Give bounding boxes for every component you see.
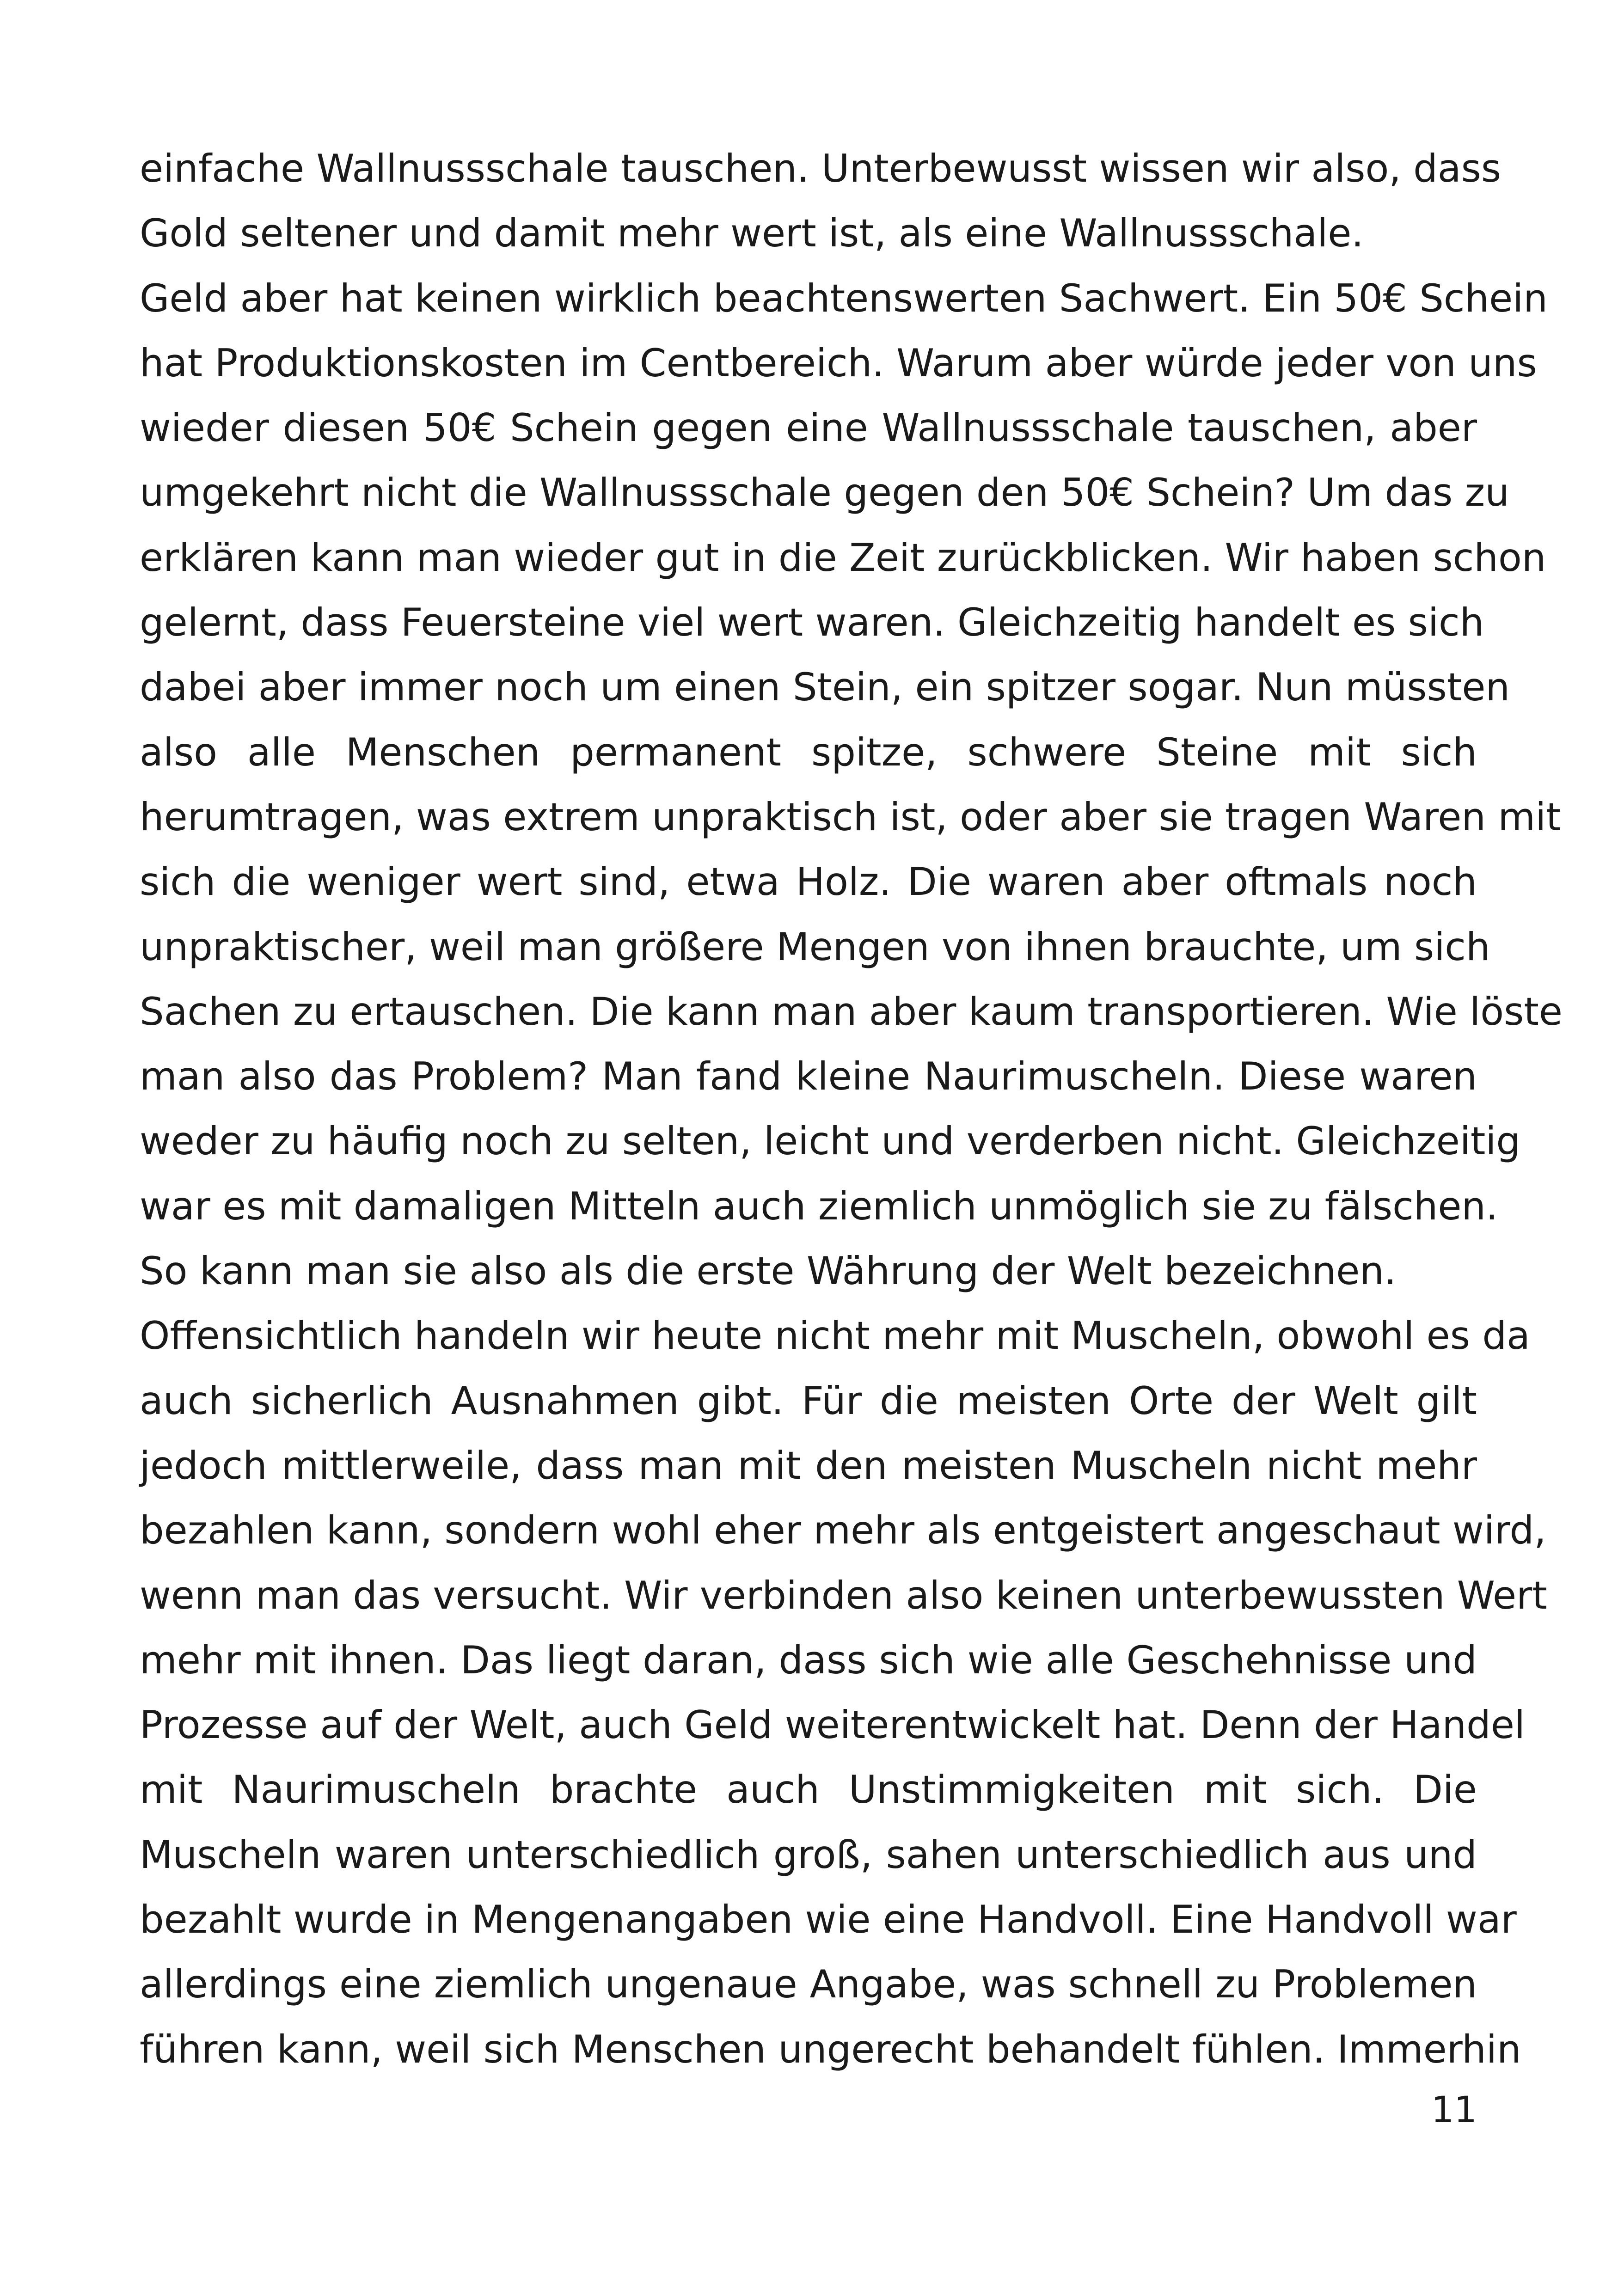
- text-line: herumtragen, was extrem unpraktisch ist, oder aber sie tragen Waren mit: [140, 794, 1561, 839]
- text-line: bezahlen kann, sondern wohl eher mehr als entgeistert angeschaut wird,: [140, 1508, 1546, 1553]
- text-line: erklären kann man wieder gut in die Zeit zurückblicken. Wir haben schon: [140, 535, 1546, 580]
- text-line: Muscheln waren unterschiedlich groß, sahen unterschiedlich aus und: [140, 1832, 1477, 1877]
- text-line: umgekehrt nicht die Wallnussschale gegen den 50€ Schein? Um das zu: [140, 470, 1509, 515]
- text-line: bezahlt wurde in Mengenangaben wie eine Handvoll. Eine Handvoll war: [140, 1897, 1517, 1942]
- text-line: Prozesse auf der Welt, auch Geld weiterentwickelt hat. Denn der Handel: [140, 1702, 1525, 1748]
- text-line: Gold seltener und damit mehr wert ist, als eine Wallnussschale.: [140, 211, 1364, 256]
- text-line: also alle Menschen permanent spitze, schwere Steine mit sich: [140, 729, 1477, 775]
- text-line: hat Produktionskosten im Centbereich. Warum aber würde jeder von uns: [140, 340, 1537, 386]
- text-line: Geld aber hat keinen wirklich beachtenswerten Sachwert. Ein 50€ Schein: [140, 276, 1548, 321]
- text-line: allerdings eine ziemlich ungenaue Angabe, was schnell zu Problemen: [140, 1962, 1477, 2007]
- text-line: war es mit damaligen Mitteln auch ziemlich unmöglich sie zu fälschen.: [140, 1183, 1498, 1229]
- text-line: dabei aber immer noch um einen Stein, ein spitzer sogar. Nun müssten: [140, 665, 1510, 710]
- text-line: sich die weniger wert sind, etwa Holz. Die waren aber oftmals noch: [140, 859, 1477, 905]
- text-line: führen kann, weil sich Menschen ungerecht behandelt fühlen. Immerhin: [140, 2027, 1521, 2072]
- text-line: gelernt, dass Feuersteine viel wert waren. Gleichzeitig handelt es sich: [140, 600, 1484, 645]
- text-line: jedoch mittlerweile, dass man mit den meisten Muscheln nicht mehr: [140, 1443, 1477, 1488]
- text-line: auch sicherlich Ausnahmen gibt. Für die meisten Orte der Welt gilt: [140, 1378, 1477, 1423]
- text-line: unpraktischer, weil man größere Mengen von ihnen brauchte, um sich: [140, 924, 1490, 969]
- page-number: 11: [1431, 2089, 1477, 2131]
- text-line: Offensichtlich handeln wir heute nicht mehr mit Muscheln, obwohl es da: [140, 1313, 1530, 1359]
- text-line: mehr mit ihnen. Das liegt daran, dass sich wie alle Geschehnisse und: [140, 1637, 1477, 1683]
- text-line: weder zu häufig noch zu selten, leicht und verderben nicht. Gleichzeitig: [140, 1119, 1521, 1164]
- text-line: einfache Wallnussschale tauschen. Unterbewusst wissen wir also, dass: [140, 146, 1502, 191]
- body-text: [140, 136, 1563, 2082]
- text-line: wenn man das versucht. Wir verbinden also keinen unterbewussten Wert: [140, 1573, 1547, 1618]
- text-line: Sachen zu ertauschen. Die kann man aber kaum transportieren. Wie löste: [140, 989, 1563, 1034]
- text-line: man also das Problem? Man fand kleine Naurimuscheln. Diese waren: [140, 1054, 1477, 1099]
- text-line: mit Naurimuscheln brachte auch Unstimmigkeiten mit sich. Die: [140, 1767, 1477, 1812]
- text-line: So kann man sie also als die erste Währung der Welt bezeichnen.: [140, 1249, 1397, 1294]
- text-line: wieder diesen 50€ Schein gegen eine Wallnussschale tauschen, aber: [140, 405, 1477, 451]
